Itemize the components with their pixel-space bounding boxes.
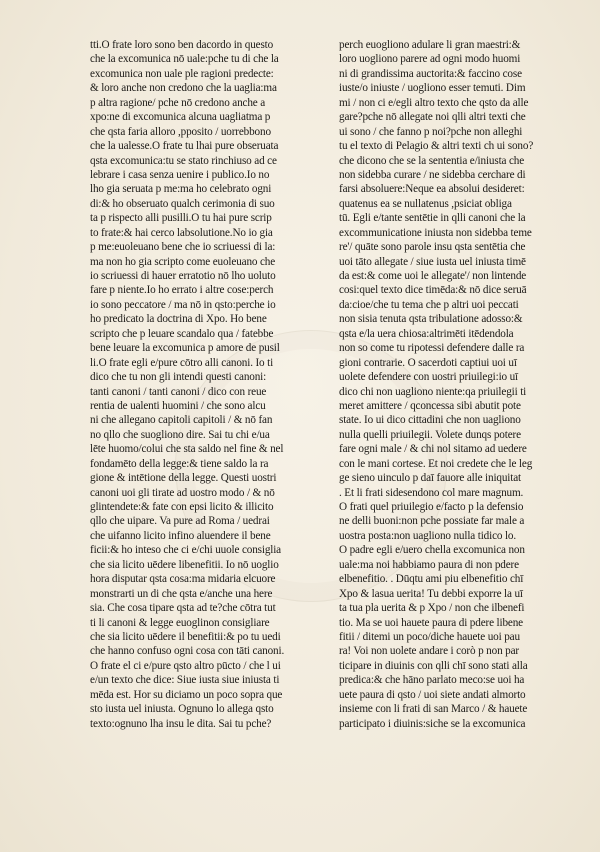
text-line: tū. Egli e/tante sentētie in qlli canoni che la: [339, 212, 526, 225]
text-line: che dicono che se la sententia e/iniusta che: [339, 154, 525, 167]
text-line: da est:& come uoi le allegate'/ non lintende: [339, 270, 527, 282]
text-line: che sia licito uēdere il benefitii:& po tu uedi: [90, 630, 281, 643]
text-line: loro uogliono parere ad ogni modo huomi: [339, 53, 521, 66]
text-line: qllo che uipare. Va pure ad Roma / uedrai: [90, 515, 270, 528]
text-line: ni di grandissima auctorita:& faccino cose: [339, 67, 522, 80]
text-line: ne delli buoni:non pche possiate far male a: [339, 515, 525, 528]
text-line: li.O frate egli e/pure cōtro alli canoni. Io ti: [90, 356, 274, 369]
text-line: O frati quel priuilegio e/facto p la defensio: [339, 501, 524, 513]
text-line: fare ogni male / & chi nol sitamo ad uedere: [339, 443, 527, 456]
text-line: to frate:& hai cerco labsolutione.No io gia: [90, 226, 273, 239]
text-line: tti.O frate loro sono ben dacordo in questo: [90, 39, 274, 51]
text-line: p altra ragione/ pche nō credono anche a: [90, 96, 266, 109]
text-line: glintendete:& fate con epsi licito & illicito: [90, 501, 274, 513]
text-line: uolete defendere con uostri priuilegi:io uī: [339, 371, 519, 384]
text-line: ti li canoni & legge euoglinon consigliare: [90, 616, 270, 629]
text-line: ra! Voi non uolete andare i corò p non par: [339, 645, 519, 658]
text-line: xpo:ne di excomunica alcuna uagliatma p: [90, 111, 271, 124]
text-line: uoi tāto allegate / siue iusta uel iniusta timē: [339, 255, 526, 268]
text-line: texto:ognuno lha insu le dita. Sai tu pche?: [90, 717, 272, 730]
text-line: tanti canoni / tanti canoni / dico con reue: [90, 385, 267, 398]
text-line: farsi absoluere:Neque ea absolui desideret:: [339, 183, 525, 196]
text-line: ni che allegano capitoli capitoli / & nō fan: [90, 414, 273, 427]
text-line: qsta e/la uera chiosa:altrimēti itēdendola: [339, 327, 514, 340]
text-line: che hanno confuso ogni cosa con tāti canoni.: [90, 645, 285, 658]
text-line: uostra posta:non uagliono nulla tidico lo.: [339, 529, 517, 542]
text-line: con le mani cortese. Et noi credete che le leg: [339, 457, 533, 470]
text-line: state. Io ui dico cittadini che non uagliono: [339, 414, 521, 427]
text-line: gioni contrarie. O sacerdoti captiui uoi uī: [339, 356, 517, 369]
text-line: hora disputar qsta cosa:ma midaria elcuore: [90, 573, 276, 586]
text-line: rentia de ualenti huomini / che sono alcu: [90, 399, 266, 412]
text-line: da:cioe/che tu tema che p altri uoi peccati: [339, 298, 519, 311]
text-line: participato i diuinis:siche se la excomunica: [339, 717, 526, 730]
text-line: tio. Ma se uoi hauete paura di pdere libene: [339, 616, 523, 629]
text-line: uale:ma noi habbiamo paura di non pdere: [339, 558, 519, 571]
text-line: ge sieno uinculo p daī fauore alle iniquitat: [339, 472, 521, 485]
text-line: io sono peccatore / ma nō in qsto:perche io: [90, 298, 276, 311]
text-line: meret amittere / qconcessa sibi abutit pote: [339, 399, 521, 412]
text-line: sto iusta uel iniusta. Ognuno lo allega qsto: [90, 703, 274, 716]
text-line: iuste/o iniuste / uogliono esser temuti. Dim: [339, 82, 526, 95]
text-line: ho predicato la doctrina di Xpo. Ho bene: [90, 313, 267, 326]
text-line: che sia licito uēdere libenefitii. Io nō uoglio: [90, 558, 279, 571]
text-line: che la ualesse.O frate tu lhai pure obseruata: [90, 140, 279, 153]
text-line: insieme con li frati di san Marco / & hauete: [339, 703, 528, 716]
text-line: dico che tu non gli intendi questi canoni:: [90, 371, 267, 384]
text-line: no qllo che suogliono dire. Sai tu chi e/ua: [90, 428, 270, 441]
text-line: canoni uoi gli tirate ad uostro modo / & nō: [90, 486, 275, 499]
text-line: . Et li frati sidesendono col mare magnum.: [339, 486, 524, 499]
text-line: di:& ho obseruato qualch cerimonia di suo: [90, 197, 275, 210]
left-text-column: [90, 38, 312, 731]
text-line: ta p rispecto alli pusilli.O tu hai pure scrip: [90, 212, 272, 225]
text-line: ui sono / che fanno p noi?pche non alleghi: [339, 125, 523, 138]
text-line: O padre egli e/uero chella excomunica non: [339, 544, 525, 557]
text-line: excomunica non uale ple ragioni predecte:: [90, 67, 274, 80]
text-line: scripto che p leuare scandalo qua / fatebbe: [90, 327, 274, 340]
text-line: dico chi non uagliono niente:qa priuilegii ti: [339, 385, 527, 398]
text-line: gare?pche nō allegate noi qlli altri texti che: [339, 111, 526, 124]
text-line: mi / non ci e/egli altro texto che qsto da alle: [339, 96, 529, 109]
text-line: non sisia tenuta qsta tribulatione adosso:&: [339, 313, 523, 326]
text-line: quatenus ea se nullatenus ,psiciat obliga: [339, 197, 512, 210]
text-line: cosi:quel texto dice timēda:& nō dice seruā: [339, 284, 527, 297]
text-line: e/un texto che dice: Siue iusta siue iniusta ti: [90, 674, 280, 687]
text-line: tu el texto di Pelagio & altri texti ch ui sono?: [339, 140, 534, 153]
text-line: ta tua pla uerita & p Xpo / non che ilbenefi: [339, 602, 525, 615]
text-line: & loro anche non credono che la uaglia:ma: [90, 82, 277, 95]
text-line: lebrare i casa senza uenire i publico.Io no: [90, 168, 270, 181]
text-line: fondamēto della legge:& tiene saldo la ra: [90, 457, 269, 470]
text-line: nulla quelli priuilegii. Volete dunqs potere: [339, 428, 521, 441]
text-line: perch euogliono adulare li gran maestri:&: [339, 39, 521, 51]
text-line: io scriuessi di hauer erratotio nō lho uoluto: [90, 270, 276, 282]
text-line: lho gia seruata p me:ma ho celebrato ogni: [90, 183, 272, 196]
text-line: sia. Che cosa tipare qsta ad te?che cōtra tut: [90, 602, 276, 615]
text-line: fitii / ditemi un poco/diche hauete uoi pau: [339, 630, 520, 643]
text-line: che qsta faria alloro ,pposito / uorrebbono: [90, 125, 271, 138]
text-line: ticipare in diuinis con qlli chī sono stati alla: [339, 659, 528, 672]
text-line: ma non ho gia scripto come euoleuano che: [90, 255, 276, 268]
text-line: bene leuare la excomunica p amore de pusil: [90, 342, 280, 355]
text-line: fare p niente.Io ho errato i altre cose:perch: [90, 284, 274, 297]
text-line: monstrarti un di che qsta e/anche una here: [90, 587, 273, 600]
text-line: che uifanno licito infino aluendere il bene: [90, 529, 271, 542]
text-line: che la excomunica nō uale:pche tu di che la: [90, 53, 279, 66]
text-line: excommunicatione iniusta non sidebba teme: [339, 226, 532, 239]
text-line: ficii:& ho inteso che ci e/chi uuole consiglia: [90, 544, 282, 557]
text-line: mēda est. Hor su diciamo un poco sopra que: [90, 688, 283, 701]
text-line: uete paura di qsto / uoi siete andati almorto: [339, 688, 526, 701]
text-line: lēte huomo/colui che sta saldo nel fine & nel: [90, 443, 284, 456]
text-line: non so come tu ripotessi defendere dalle ra: [339, 342, 525, 355]
right-text-column: [339, 38, 571, 731]
text-line: elbenefitio. . Dūqtu ami piu elbenefitio chī: [339, 573, 524, 586]
text-line: O frate el ci e/pure qsto altro pūcto / che l ui: [90, 659, 281, 672]
text-line: gione & intētione della legge. Questi uostri: [90, 472, 277, 485]
text-line: predica:& che hāno parlato meco:se uoi ha: [339, 674, 525, 687]
text-line: Xpo & lasua uerita! Tu debbi exporre la uī: [339, 587, 523, 600]
text-line: qsta excomunica:tu se stato rinchiuso ad ce: [90, 154, 277, 167]
text-line: p me:euoleuano bene che io scriuessi di la:: [90, 241, 276, 254]
text-line: non sidebba curare / ne sidebba cerchare di: [339, 168, 526, 181]
text-line: re'/ quāte sono parole insu qsta sentētia che: [339, 241, 526, 254]
